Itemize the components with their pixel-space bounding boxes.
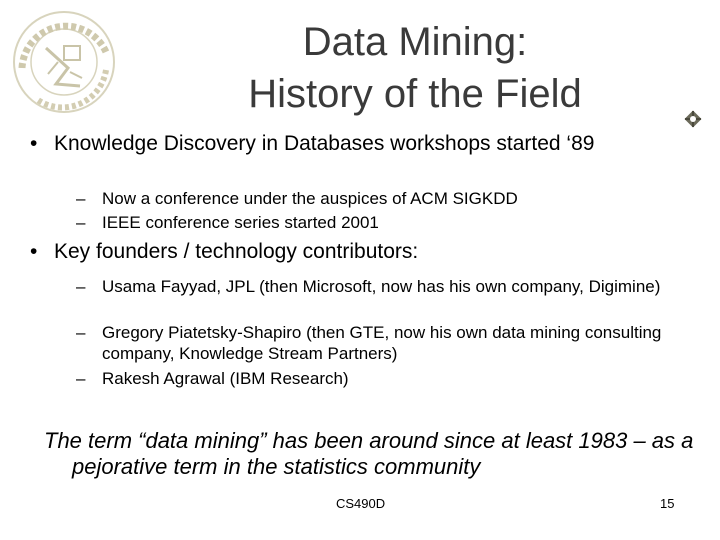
bullet-mark: •: [30, 132, 38, 155]
sub-bullet-ieee: [76, 212, 676, 233]
sub-bullet-text: Gregory Piatetsky-Shapiro (then GTE, now his own data mining consulting company, Knowledge Stream Partners): [102, 323, 662, 363]
bullet-text: Key founders / technology contributors:: [54, 240, 419, 263]
slide-number: 15: [660, 496, 675, 511]
bullet-key-founders: [30, 240, 670, 264]
bullet-text: Knowledge Discovery in Databases workshops started ‘89: [54, 132, 595, 155]
data-mining-term-note: The term “data mining” has been around since at least 1983 – as a pejorative term in the statistics community: [44, 428, 694, 479]
sub-bullet-text: Now a conference under the auspices of ACM SIGKDD: [102, 189, 518, 208]
sub-bullet-piatetsky-shapiro: [76, 322, 676, 364]
bullet-kdd-workshops: [30, 132, 670, 156]
university-seal-icon: [8, 8, 120, 116]
title-line-2: History of the Field: [248, 72, 582, 116]
sub-bullet-agrawal: [76, 368, 676, 389]
sub-bullet-mark: –: [76, 189, 86, 208]
sub-bullet-text: Rakesh Agrawal (IBM Research): [102, 369, 349, 388]
sub-bullet-text: IEEE conference series started 2001: [102, 213, 379, 232]
sub-bullet-fayyad: [76, 276, 676, 297]
sub-bullet-acm-sigkdd: [76, 188, 676, 209]
sub-bullet-mark: –: [76, 369, 86, 388]
slide-title: [190, 16, 640, 120]
ornament-icon: [682, 108, 704, 130]
sub-bullet-mark: –: [76, 213, 86, 232]
footer-course: CS490D: [336, 496, 386, 511]
sub-bullet-text: Usama Fayyad, JPL (then Microsoft, now has his own company, Digimine): [102, 277, 661, 296]
sub-bullet-mark: –: [76, 323, 86, 342]
bullet-mark: •: [30, 240, 38, 263]
sub-bullet-mark: –: [76, 277, 86, 296]
title-line-1: Data Mining:: [302, 20, 528, 64]
